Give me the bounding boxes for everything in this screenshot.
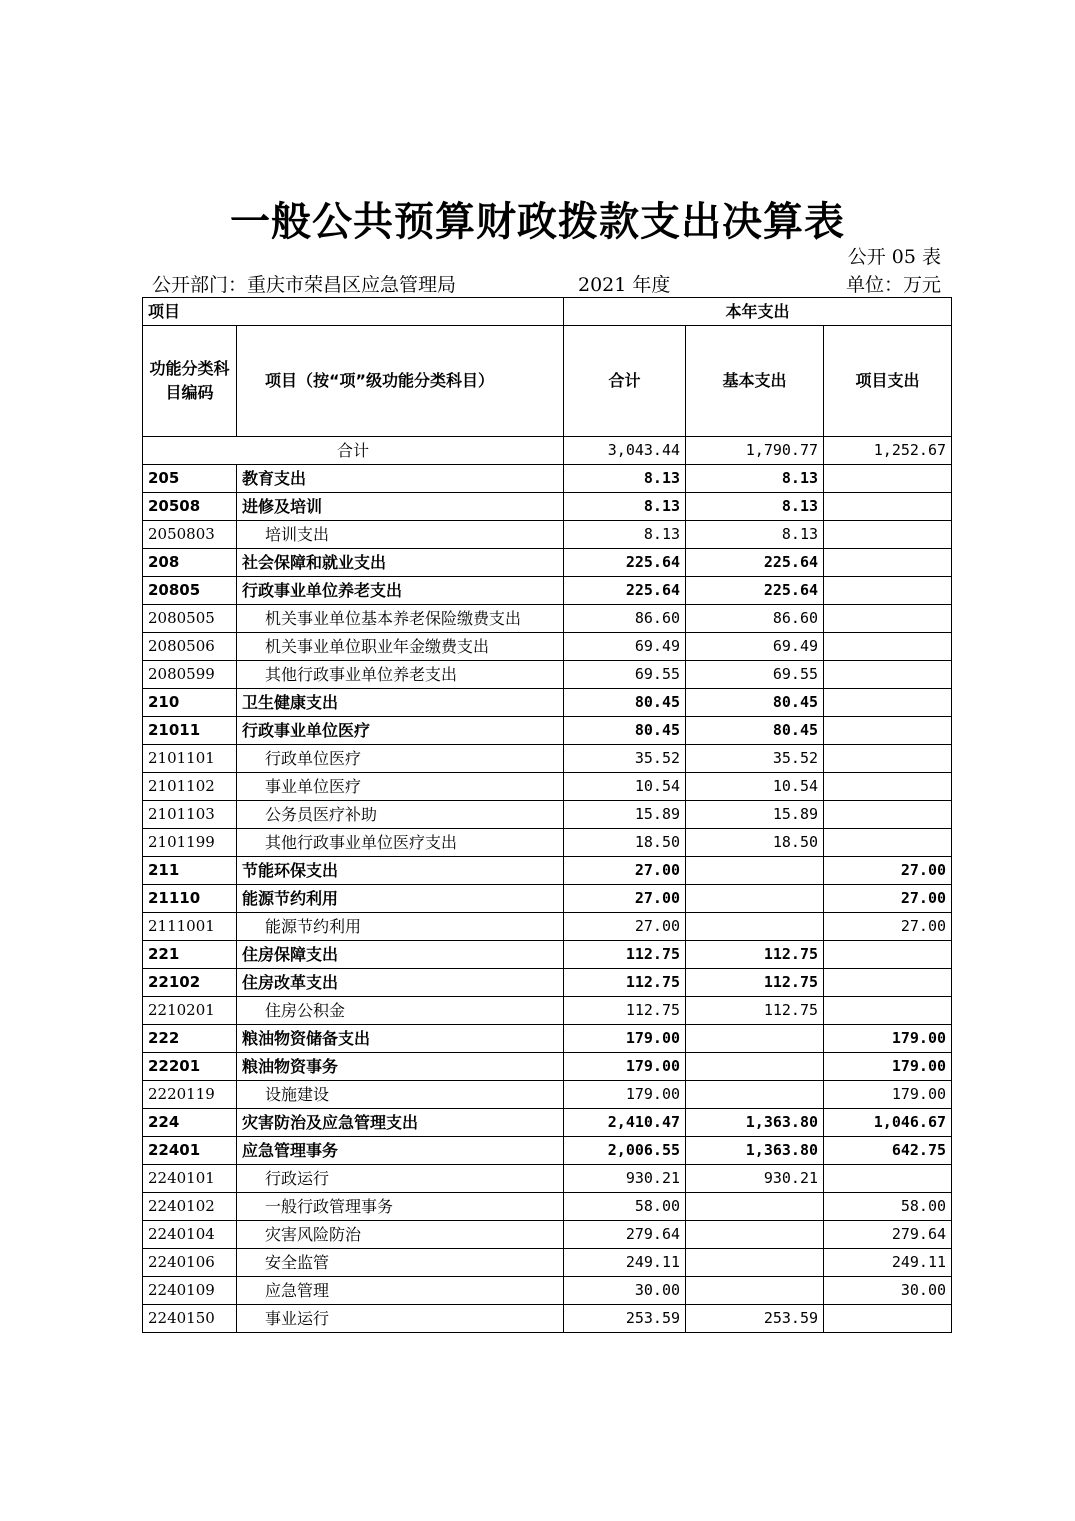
row-basic: 225.64 bbox=[686, 549, 824, 577]
row-project bbox=[824, 661, 952, 689]
row-basic bbox=[686, 1025, 824, 1053]
row-basic: 80.45 bbox=[686, 689, 824, 717]
row-project: 249.11 bbox=[824, 1249, 952, 1277]
summary-label: 合计 bbox=[143, 437, 564, 465]
row-project: 179.00 bbox=[824, 1025, 952, 1053]
row-name: 能源节约利用 bbox=[237, 913, 564, 941]
row-basic: 112.75 bbox=[686, 941, 824, 969]
table-row bbox=[143, 1081, 952, 1109]
table-row bbox=[143, 521, 952, 549]
row-basic: 1,363.80 bbox=[686, 1137, 824, 1165]
row-basic bbox=[686, 885, 824, 913]
row-basic: 930.21 bbox=[686, 1165, 824, 1193]
row-project bbox=[824, 465, 952, 493]
row-basic: 112.75 bbox=[686, 997, 824, 1025]
header-project: 项目 bbox=[143, 298, 564, 326]
row-project bbox=[824, 1305, 952, 1333]
row-name: 社会保障和就业支出 bbox=[237, 549, 564, 577]
row-total: 80.45 bbox=[564, 689, 686, 717]
row-basic bbox=[686, 1193, 824, 1221]
row-total: 225.64 bbox=[564, 549, 686, 577]
row-project: 27.00 bbox=[824, 913, 952, 941]
table-row bbox=[143, 885, 952, 913]
row-total: 179.00 bbox=[564, 1025, 686, 1053]
row-code: 22102 bbox=[143, 969, 237, 997]
unit-label: 单位：万元 bbox=[845, 274, 941, 296]
row-total: 8.13 bbox=[564, 521, 686, 549]
row-basic: 69.55 bbox=[686, 661, 824, 689]
header-code: 功能分类科目编码 bbox=[143, 326, 237, 437]
row-name: 行政单位医疗 bbox=[237, 745, 564, 773]
table-row bbox=[143, 465, 952, 493]
row-project bbox=[824, 577, 952, 605]
table-row bbox=[143, 1053, 952, 1081]
row-code: 2080506 bbox=[143, 633, 237, 661]
row-project bbox=[824, 633, 952, 661]
row-basic bbox=[686, 1249, 824, 1277]
row-code: 2101199 bbox=[143, 829, 237, 857]
row-project bbox=[824, 829, 952, 857]
row-total: 2,006.55 bbox=[564, 1137, 686, 1165]
table-row bbox=[143, 1025, 952, 1053]
row-name: 灾害风险防治 bbox=[237, 1221, 564, 1249]
row-total: 112.75 bbox=[564, 969, 686, 997]
expenditure-table bbox=[142, 297, 952, 1333]
row-project bbox=[824, 941, 952, 969]
row-code: 222 bbox=[143, 1025, 237, 1053]
row-code: 21110 bbox=[143, 885, 237, 913]
row-total: 30.00 bbox=[564, 1277, 686, 1305]
header-project-exp: 项目支出 bbox=[824, 326, 952, 437]
row-basic: 10.54 bbox=[686, 773, 824, 801]
row-total: 179.00 bbox=[564, 1053, 686, 1081]
row-basic: 15.89 bbox=[686, 801, 824, 829]
summary-total: 3,043.44 bbox=[564, 437, 686, 465]
table-row bbox=[143, 689, 952, 717]
row-basic: 253.59 bbox=[686, 1305, 824, 1333]
row-code: 2080505 bbox=[143, 605, 237, 633]
table-row bbox=[143, 1221, 952, 1249]
row-name: 机关事业单位基本养老保险缴费支出 bbox=[237, 605, 564, 633]
row-code: 224 bbox=[143, 1109, 237, 1137]
row-total: 930.21 bbox=[564, 1165, 686, 1193]
row-total: 58.00 bbox=[564, 1193, 686, 1221]
row-basic: 8.13 bbox=[686, 521, 824, 549]
summary-project: 1,252.67 bbox=[824, 437, 952, 465]
row-basic: 80.45 bbox=[686, 717, 824, 745]
department-label: 公开部门：重庆市荣昌区应急管理局 bbox=[152, 274, 457, 296]
table-row bbox=[143, 633, 952, 661]
row-code: 22201 bbox=[143, 1053, 237, 1081]
summary-row bbox=[143, 437, 952, 465]
table-row bbox=[143, 801, 952, 829]
table-row bbox=[143, 857, 952, 885]
row-name: 行政事业单位养老支出 bbox=[237, 577, 564, 605]
row-total: 253.59 bbox=[564, 1305, 686, 1333]
row-total: 10.54 bbox=[564, 773, 686, 801]
row-project bbox=[824, 801, 952, 829]
row-project: 30.00 bbox=[824, 1277, 952, 1305]
table-row bbox=[143, 829, 952, 857]
row-name: 卫生健康支出 bbox=[237, 689, 564, 717]
row-total: 35.52 bbox=[564, 745, 686, 773]
table-row bbox=[143, 1305, 952, 1333]
table-row bbox=[143, 493, 952, 521]
row-project: 27.00 bbox=[824, 857, 952, 885]
row-code: 205 bbox=[143, 465, 237, 493]
row-name: 节能环保支出 bbox=[237, 857, 564, 885]
table-row bbox=[143, 1165, 952, 1193]
table-row bbox=[143, 1137, 952, 1165]
row-basic bbox=[686, 857, 824, 885]
row-basic: 35.52 bbox=[686, 745, 824, 773]
table-row bbox=[143, 549, 952, 577]
row-code: 2101103 bbox=[143, 801, 237, 829]
row-basic bbox=[686, 913, 824, 941]
table-row bbox=[143, 605, 952, 633]
row-project: 58.00 bbox=[824, 1193, 952, 1221]
row-basic: 112.75 bbox=[686, 969, 824, 997]
row-code: 208 bbox=[143, 549, 237, 577]
row-name: 其他行政事业单位养老支出 bbox=[237, 661, 564, 689]
table-row bbox=[143, 661, 952, 689]
table-row bbox=[143, 717, 952, 745]
row-code: 2240102 bbox=[143, 1193, 237, 1221]
row-name: 设施建设 bbox=[237, 1081, 564, 1109]
row-basic: 8.13 bbox=[686, 493, 824, 521]
row-project bbox=[824, 717, 952, 745]
row-name: 事业运行 bbox=[237, 1305, 564, 1333]
page-title: 一般公共预算财政拨款支出决算表 bbox=[230, 199, 845, 245]
row-total: 27.00 bbox=[564, 913, 686, 941]
row-code: 2240106 bbox=[143, 1249, 237, 1277]
row-project: 179.00 bbox=[824, 1081, 952, 1109]
row-total: 27.00 bbox=[564, 857, 686, 885]
row-total: 179.00 bbox=[564, 1081, 686, 1109]
table-row bbox=[143, 997, 952, 1025]
row-name: 其他行政事业单位医疗支出 bbox=[237, 829, 564, 857]
row-code: 20508 bbox=[143, 493, 237, 521]
summary-basic: 1,790.77 bbox=[686, 437, 824, 465]
row-code: 221 bbox=[143, 941, 237, 969]
row-project bbox=[824, 969, 952, 997]
row-total: 69.55 bbox=[564, 661, 686, 689]
table-row bbox=[143, 773, 952, 801]
row-code: 2240104 bbox=[143, 1221, 237, 1249]
row-code: 2080599 bbox=[143, 661, 237, 689]
row-basic bbox=[686, 1053, 824, 1081]
row-project: 1,046.67 bbox=[824, 1109, 952, 1137]
table-row bbox=[143, 577, 952, 605]
header-current-year: 本年支出 bbox=[564, 298, 952, 326]
row-name: 灾害防治及应急管理支出 bbox=[237, 1109, 564, 1137]
row-name: 安全监管 bbox=[237, 1249, 564, 1277]
fiscal-year-label: 2021 年度 bbox=[578, 274, 671, 296]
header-row-1 bbox=[143, 298, 952, 326]
table-row bbox=[143, 941, 952, 969]
row-name: 行政事业单位医疗 bbox=[237, 717, 564, 745]
row-code: 2240150 bbox=[143, 1305, 237, 1333]
row-code: 2210201 bbox=[143, 997, 237, 1025]
header-name: 项目（按“项”级功能分类科目） bbox=[237, 326, 564, 437]
row-name: 教育支出 bbox=[237, 465, 564, 493]
row-basic bbox=[686, 1221, 824, 1249]
row-name: 粮油物资储备支出 bbox=[237, 1025, 564, 1053]
row-total: 279.64 bbox=[564, 1221, 686, 1249]
table-row bbox=[143, 913, 952, 941]
row-total: 8.13 bbox=[564, 493, 686, 521]
row-name: 培训支出 bbox=[237, 521, 564, 549]
row-total: 18.50 bbox=[564, 829, 686, 857]
row-basic: 69.49 bbox=[686, 633, 824, 661]
row-name: 住房改革支出 bbox=[237, 969, 564, 997]
row-basic: 86.60 bbox=[686, 605, 824, 633]
row-project bbox=[824, 605, 952, 633]
row-basic: 1,363.80 bbox=[686, 1109, 824, 1137]
row-total: 112.75 bbox=[564, 941, 686, 969]
row-total: 2,410.47 bbox=[564, 1109, 686, 1137]
row-project: 27.00 bbox=[824, 885, 952, 913]
row-basic bbox=[686, 1277, 824, 1305]
row-project: 642.75 bbox=[824, 1137, 952, 1165]
row-total: 15.89 bbox=[564, 801, 686, 829]
table-row bbox=[143, 1277, 952, 1305]
row-code: 22401 bbox=[143, 1137, 237, 1165]
row-name: 事业单位医疗 bbox=[237, 773, 564, 801]
row-project bbox=[824, 493, 952, 521]
row-name: 一般行政管理事务 bbox=[237, 1193, 564, 1221]
row-basic: 225.64 bbox=[686, 577, 824, 605]
row-basic: 18.50 bbox=[686, 829, 824, 857]
row-project bbox=[824, 1165, 952, 1193]
row-name: 住房公积金 bbox=[237, 997, 564, 1025]
row-total: 112.75 bbox=[564, 997, 686, 1025]
row-code: 20805 bbox=[143, 577, 237, 605]
row-name: 公务员医疗补助 bbox=[237, 801, 564, 829]
table-row bbox=[143, 745, 952, 773]
row-total: 8.13 bbox=[564, 465, 686, 493]
row-name: 机关事业单位职业年金缴费支出 bbox=[237, 633, 564, 661]
table-row bbox=[143, 969, 952, 997]
row-project bbox=[824, 549, 952, 577]
row-project bbox=[824, 745, 952, 773]
row-name: 能源节约利用 bbox=[237, 885, 564, 913]
row-total: 249.11 bbox=[564, 1249, 686, 1277]
row-code: 211 bbox=[143, 857, 237, 885]
row-project bbox=[824, 689, 952, 717]
row-code: 2220119 bbox=[143, 1081, 237, 1109]
row-total: 69.49 bbox=[564, 633, 686, 661]
row-name: 行政运行 bbox=[237, 1165, 564, 1193]
row-code: 2240101 bbox=[143, 1165, 237, 1193]
row-basic: 8.13 bbox=[686, 465, 824, 493]
row-total: 86.60 bbox=[564, 605, 686, 633]
table-row bbox=[143, 1109, 952, 1137]
row-name: 粮油物资事务 bbox=[237, 1053, 564, 1081]
form-number: 公开 05 表 bbox=[847, 246, 941, 268]
row-name: 进修及培训 bbox=[237, 493, 564, 521]
row-code: 2050803 bbox=[143, 521, 237, 549]
row-name: 应急管理事务 bbox=[237, 1137, 564, 1165]
header-total: 合计 bbox=[564, 326, 686, 437]
row-project bbox=[824, 521, 952, 549]
row-name: 住房保障支出 bbox=[237, 941, 564, 969]
row-code: 210 bbox=[143, 689, 237, 717]
header-row-2 bbox=[143, 326, 952, 437]
row-project bbox=[824, 773, 952, 801]
row-code: 21011 bbox=[143, 717, 237, 745]
row-total: 225.64 bbox=[564, 577, 686, 605]
row-name: 应急管理 bbox=[237, 1277, 564, 1305]
row-project bbox=[824, 997, 952, 1025]
table-body bbox=[143, 298, 952, 1333]
row-code: 2101101 bbox=[143, 745, 237, 773]
header-basic: 基本支出 bbox=[686, 326, 824, 437]
row-project: 279.64 bbox=[824, 1221, 952, 1249]
row-project: 179.00 bbox=[824, 1053, 952, 1081]
row-code: 2111001 bbox=[143, 913, 237, 941]
meta-line bbox=[152, 270, 941, 296]
row-total: 27.00 bbox=[564, 885, 686, 913]
row-code: 2101102 bbox=[143, 773, 237, 801]
table-row bbox=[143, 1193, 952, 1221]
row-total: 80.45 bbox=[564, 717, 686, 745]
row-basic bbox=[686, 1081, 824, 1109]
row-code: 2240109 bbox=[143, 1277, 237, 1305]
table-row bbox=[143, 1249, 952, 1277]
